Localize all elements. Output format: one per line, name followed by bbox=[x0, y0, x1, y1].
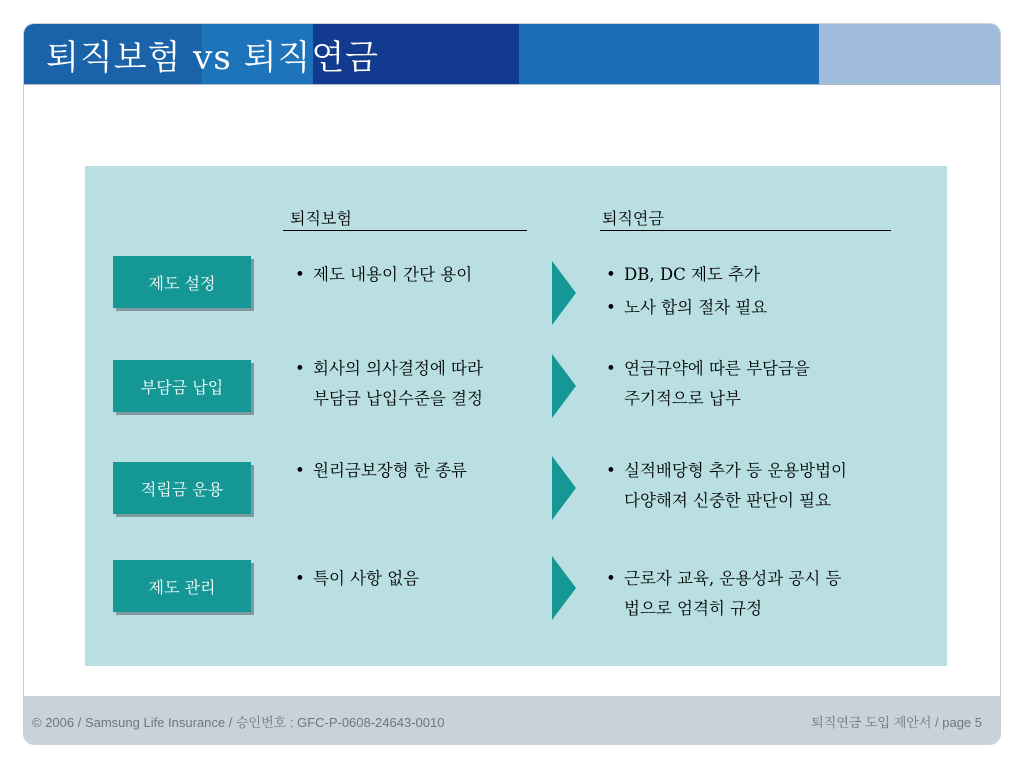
arrow-right-icon bbox=[552, 354, 576, 418]
slide-title: 퇴직보험 vs 퇴직연금 bbox=[46, 38, 380, 78]
footer bbox=[24, 696, 1000, 744]
comparison-panel bbox=[85, 166, 947, 666]
right-bullet: • 연금규약에 따른 부담금을 주기적으로 납부 bbox=[606, 354, 810, 414]
title-divider bbox=[24, 84, 1000, 85]
right-bullet: • 실적배당형 추가 등 운용방법이 다양해져 신중한 판단이 필요 bbox=[606, 456, 847, 516]
arrow-right-icon bbox=[552, 556, 576, 620]
row-label-contribution: 부담금 납입 bbox=[113, 360, 251, 412]
left-column-header: 퇴직보험 bbox=[290, 209, 352, 228]
footer-copyright: © 2006 / Samsung Life Insurance / 승인번호 : GFC-P-0608-24643-0010 bbox=[32, 715, 445, 730]
left-bullet: • 원리금보장형 한 종류 bbox=[295, 456, 467, 486]
arrow-right-icon bbox=[552, 261, 576, 325]
row-label-setup: 제도 설정 bbox=[113, 256, 251, 308]
right-column-rule bbox=[600, 230, 891, 231]
title-bar-segment bbox=[519, 24, 819, 84]
right-column-header: 퇴직연금 bbox=[602, 209, 664, 228]
left-bullet: • 특이 사항 없음 bbox=[295, 564, 419, 594]
right-bullet: • 근로자 교육, 운용성과 공시 등 법으로 엄격히 규정 bbox=[606, 564, 842, 624]
row-label-fund-management: 적립금 운용 bbox=[113, 462, 251, 514]
row-label-administration: 제도 관리 bbox=[113, 560, 251, 612]
left-bullet: • 제도 내용이 간단 용이 bbox=[295, 260, 472, 290]
left-column-rule bbox=[283, 230, 527, 231]
footer-page-info: 퇴직연금 도입 제안서 / page 5 bbox=[811, 715, 982, 730]
right-bullet: • DB, DC 제도 추가 bbox=[606, 260, 760, 290]
right-bullet: • 노사 합의 절차 필요 bbox=[606, 293, 767, 323]
title-bar-segment bbox=[819, 24, 1000, 84]
slide bbox=[24, 24, 1000, 744]
arrow-right-icon bbox=[552, 456, 576, 520]
left-bullet: • 회사의 의사결정에 따라 부담금 납입수준을 결정 bbox=[295, 354, 483, 414]
